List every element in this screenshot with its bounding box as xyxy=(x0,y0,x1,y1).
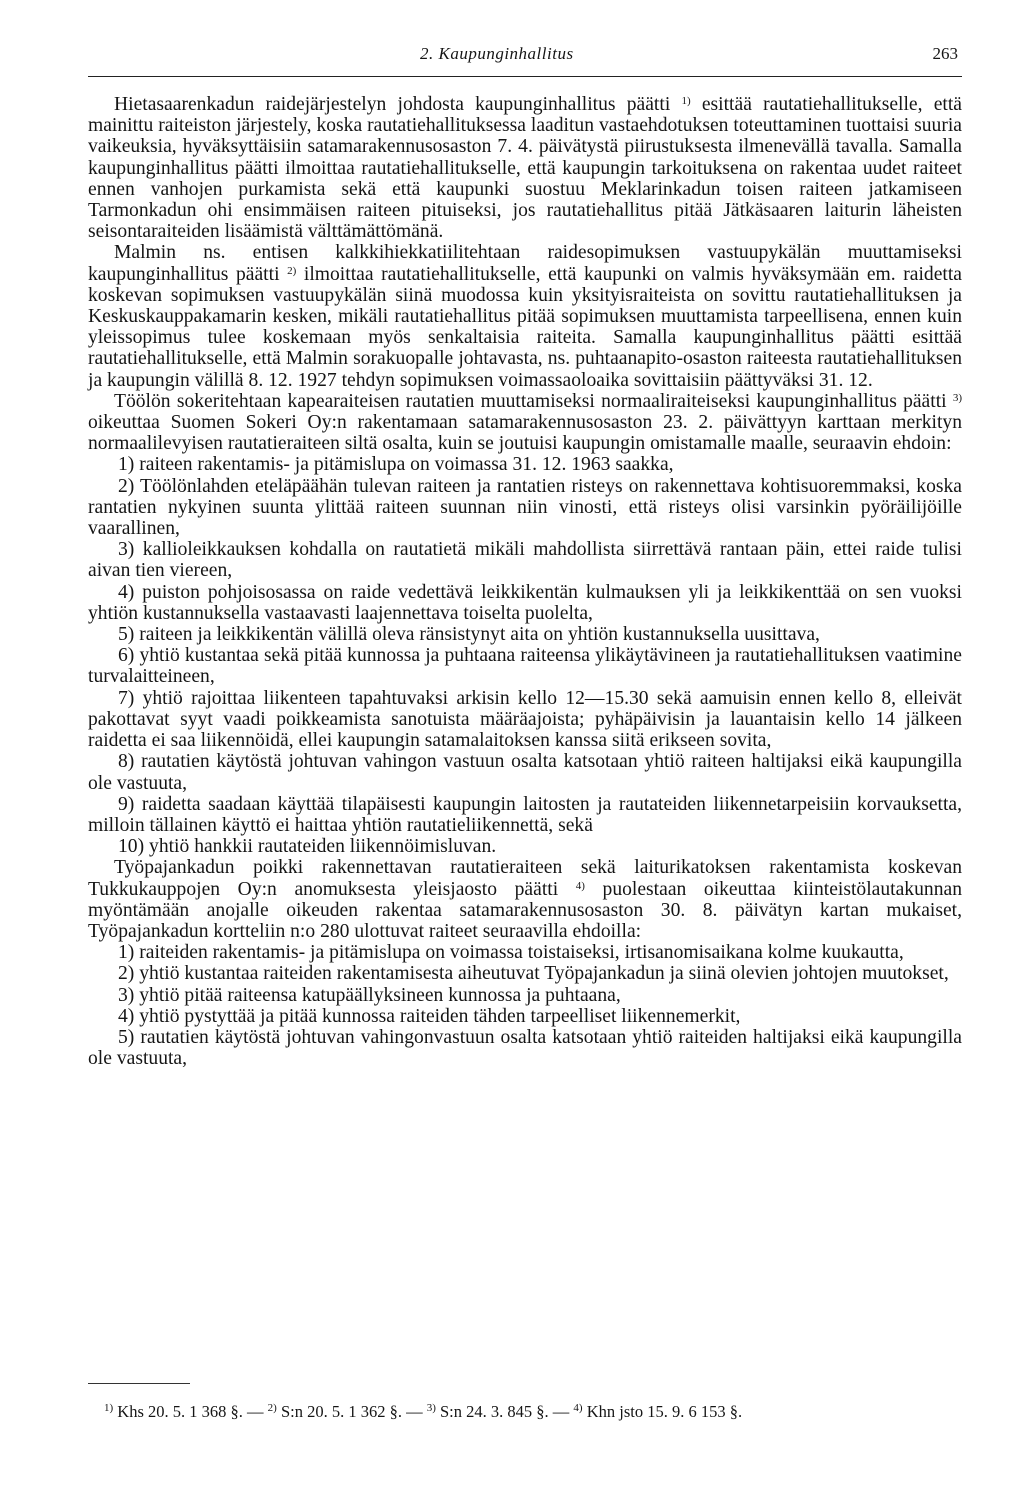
paragraph: Malmin ns. entisen kalkkihiekkatiilitehtaan raidesopimuksen vastuupykälän muuttamiseksi kaupunginhallitus päätti $^{2)}$ ilmoittaa rautatiehallitukselle, että kaupunki on valmis hyväksymään em. raidetta koskevan sopimuksen vastuupykälän siinä muodossa kuin yksityisraiteista on sovittu rautatiehallituksen ja Keskuskauppakamarin kesken, mikäli rautatiehallitus pitää sopimuksen muuttamista tarpeellisena, ennen kuin yleissopimus tulee koskemaan myös senkaltaisia raiteita. Samalla kaupunginhallitus päätti esittää rautatiehallitukselle, että Malmin sorakuopalle johtavasta, ns. puhtaanapito-osaston raiteesta rautatiehallituksen ja kaupungin välillä 8. 12. 1927 tehdyn sopimuksen voimassaoloaika sovittaisiin päättyväksi 31. 12. xyxy=(88,242,962,391)
list-item: 9) raidetta saadaan käyttää tilapäisesti kaupungin laitosten ja rautateiden liikennetarpeisiin korvauksetta, milloin tällainen käyttö ei haittaa yhtiön rautatieliikennettä, sekä xyxy=(88,793,962,836)
body-text xyxy=(88,94,962,1069)
list-item: 1) raiteen rakentamis- ja pitämislupa on voimassa 31. 12. 1963 saakka, xyxy=(118,454,674,476)
footnote: $^{2)}$ S:n 20. 5. 1 362 §. xyxy=(267,1402,402,1421)
list-item: 3) kallioleikkauksen kohdalla on rautatietä mikäli mahdollista siirrettävä rantaan päin, ettei raide tulisi aivan tien viereen, xyxy=(88,539,962,582)
paragraph: Töölön sokeritehtaan kapearaiteisen rautatien muuttamiseksi normaaliraiteiseksi kaupunginhallitus päätti $^{3)}$ oikeuttaa Suomen Sokeri Oy:n rakentamaan satamarakennusosaston 23. 2. päivättyyn karttaan merkityn normaalilevyisen rautatieraiteen siltä osalta, kuin se joutuisi kaupungin omistamalle maalle, seuraavin ehdoin: xyxy=(88,390,962,455)
footnote-ref: 2) xyxy=(287,264,297,277)
page-number: 263 xyxy=(932,44,958,63)
paragraph: Hietasaarenkadun raidejärjestelyn johdosta kaupunginhallitus päätti $^{1)}$ esittää rautatiehallitukselle, että mainittu raiteiston järjestely, koska rautatiehallituksessa laaditun vastaehdotuksen toteuttaminen tuottaisi suuria vaikeuksia, hyväksyttäisiin satamarakennusosaston 7. 4. päivätystä piirustuksesta ilmenevällä tavalla. Samalla kaupunginhallitus päätti ilmoittaa rautatiehallitukselle, että kaupungin tarkoituksena on rakentaa uudet raiteet ennen vanhojen purkamista sekä että kaupunki suostuu Meklarinkadun toisen raiteen jatkamiseen Tarmonkadun ohi ensimmäisen raiteen pituiseksi, jos rautatiehallitus pitää Jätkäsaaren laiturin läheisten seisontaraiteiden lisäämistä välttämättömänä. xyxy=(88,94,962,243)
footnote: $^{4)}$ Khn jsto 15. 9. 6 153 §. xyxy=(573,1402,743,1421)
footnote: $^{1)}$ Khs 20. 5. 1 368 §. xyxy=(104,1402,243,1421)
list-item: 6) yhtiö kustantaa sekä pitää kunnossa ja puhtaana raiteensa ylikäytävineen ja rautatiehallituksen vaatimine turvalaitteineen, xyxy=(88,645,962,688)
list-item: 4) puiston pohjoisosassa on raide vedettävä leikkikentän kulmauksen yli ja leikkikenttää on sen vuoksi yhtiön kustannuksella vastaavasti laajennettava toiselta puolelta, xyxy=(88,581,962,624)
list-item: 10) yhtiö hankkii rautateiden liikennöimisluvan. xyxy=(118,836,497,858)
header-rule xyxy=(88,76,962,77)
footnote-separator: — xyxy=(247,1402,268,1421)
footnote-rule xyxy=(88,1383,190,1384)
paragraph: Työpajankadun poikki rakennettavan rautatieraiteen sekä laiturikatoksen rakentamista koskevan Tukkukauppojen Oy:n anomuksesta yleisjaosto päätti $^{4)}$ puolestaan oikeuttaa kiinteistölautakunnan myöntämään anojalle oikeuden rakentaa satamarakennusosaston 30. 8. päivätyn kartan mukaiset, Työpajankadun kortteliin n:o 280 ulottuvat raiteet seuraavilla ehdoilla: xyxy=(88,857,962,942)
list-item: 2) yhtiö kustantaa raiteiden rakentamisesta aiheutuvat Työpajankadun ja siinä olevien johtojen muutokset, xyxy=(118,963,949,985)
list-item: 5) raiteen ja leikkikentän välillä oleva ränsistynyt aita on yhtiön kustannuksella uusittava, xyxy=(118,624,820,646)
list-item: 1) raiteiden rakentamis- ja pitämislupa on voimassa toistaiseksi, irtisanomisaikana kolme kuukautta, xyxy=(118,942,904,964)
footnote-ref: 3) xyxy=(952,391,962,404)
footnotes xyxy=(104,1402,964,1422)
footnote-separator: — xyxy=(406,1402,427,1421)
list-item: 3) yhtiö pitää raiteensa katupäällyksineen kunnossa ja puhtaana, xyxy=(118,984,621,1006)
footnote-ref: 4) xyxy=(575,879,585,892)
list-item: 5) rautatien käytöstä johtuvan vahingonvastuun osalta katsotaan yhtiö raiteiden haltijaksi eikä kaupungilla ole vastuuta, xyxy=(88,1026,962,1070)
footnote-separator: — xyxy=(552,1402,574,1421)
list-item: 4) yhtiö pystyttää ja pitää kunnossa raiteiden tähden tarpeelliset liikennemerkit, xyxy=(118,1005,741,1027)
list-item: 2) Töölönlahden eteläpäähän tulevan raiteen ja rantatien risteys on rakennettava kohtisuoremmaksi, koska rantatien nykyinen suunta ylittää raiteen suunnan niin vinosti, että risteys olisi varsinkin pyöräilijöille vaarallinen, xyxy=(88,475,962,540)
footnote-ref: 1) xyxy=(681,95,691,107)
running-header xyxy=(88,44,962,72)
footnote: $^{3)}$ S:n 24. 3. 845 §. xyxy=(426,1402,549,1421)
header-title: 2. Kaupunginhallitus xyxy=(420,44,574,63)
list-item: 7) yhtiö rajoittaa liikenteen tapahtuvaksi arkisin kello 12—15.30 sekä aamuisin ennen kello 8, elleivät pakottavat syyt vaadi poikkeamista sanotuista määräajoista; pyhäpäivisin ja lauantaisin kello 14 jälkeen raidetta ei saa liikennöidä, ellei kaupungin satamalaitoksen kanssa siitä erikseen sovita, xyxy=(88,687,962,752)
list-item: 8) rautatien käytöstä johtuvan vahingon vastuun osalta katsotaan yhtiö raiteen haltijaksi eikä kaupungilla ole vastuuta, xyxy=(88,751,962,794)
